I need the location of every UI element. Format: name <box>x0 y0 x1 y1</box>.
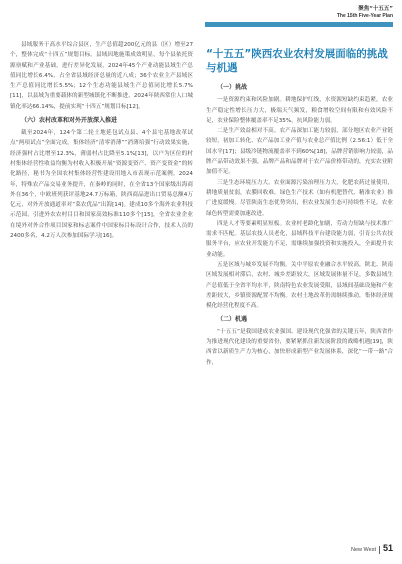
header-title-cn: 聚焦“十五五” <box>358 6 393 12</box>
sub-heading-opportunities: （二）机遇 <box>217 315 248 323</box>
section-title: “十五五”陕西农业农村发展面临的挑战与机遇 <box>206 48 388 74</box>
paragraph: 五是区域与城乡发展不均衡。关中平原农业融合水平较高，陕北、陕南区域发展相对滞后，农村、城乡差距较大，区域发展体量不足，多数县域生产总值低于全省平均水平，陕南特色农业发展受限，县域间基础设施和产业差距较大，乡镇资源配置不均衡。农村土地改革仍需继续推动，集体经济规模化经营化程度不高。 <box>206 262 393 310</box>
header-title-en: The 15th Five-Year Plan <box>336 13 393 19</box>
paragraph: 二是生产效益相对不高。农产品深加工能力较弱，部分地区农业产业链较短，初加工转化、农产品加工业产值与农业总产值比例（2.56:1）低于全国水平[17]；县级冷链物流覆盖率不到60%[18]，品牌营销影响力较弱，品牌产品带动效果不强，品牌产品和品牌对于农产品价格带动的，充实农业附加值不足。 <box>206 128 393 176</box>
footer-divider <box>379 546 380 554</box>
sub-heading-challenges: （一）挑战 <box>217 84 248 91</box>
paragraph: “十五五”是我国建成农业强国、建设现代化强省的关键五年，陕西省作为推进现代化建设的重要省份，要紧紧抓住新发展阶段的战略机遇[19]，陕西省以新质生产力为核心，加快形成新型产业发展体系，深化“一带一路”合作， <box>206 328 393 366</box>
paragraph: 四是人才等要素明显短板。农业村老龄化加剧，劳动力短缺与技术推广需求不匹配。基层农技人员老化，县域科技平台建设能力弱，引育公共农技服务平台，应农业开发能力不足，需继续加强投资和实施投入，全面提升农业动能。 <box>206 220 393 258</box>
header-title <box>337 6 393 20</box>
paragraph: 截至2024年，124个第二轮土地延包试点县、4个县宅基地改革试点“两项试点”全面完成。集体经济“清零消薄”“消薄培强”行动效果实施，经济强村占比增至12.3%，薄弱村占比降至5.1%[13]，以户为区位的村村集体经营性收益均衡为村收入积极开展“资源变资产、资产变资金”的转化路径，秘书为全国农村集体经营性建设用地入市表现示范案例。2024年，特殊农产品交易业务提升，在秦岭的同时，在全省13个国家级出海商外在36个，中欧班列获评基地24.7万标箱，陕西商品进出口贸易总额4万亿元，对外开放通道率对“菜农优品”出海[14]。建成10多个海外农业科技示范园，引进外农农村目目和国家高效标准110多个[15]，全省农业企业在境外对外合作项目国家和标志案件中国家标目标设计合作，技术人员的2400多名，4.2万人次参加国际学习[16]。 <box>10 130 193 240</box>
paragraph: 三是生态环境压力大。农业面源污染治理压力大，化肥农药过量使用，耕地质量贫弱，农膜回收难，绿色生产技术（如有机肥替代、精准农业）推广进度缓慢。尽管陕南生态优势突出，但农业发展生态可持续性不足，农业绿色转型需要加速改进。 <box>206 179 393 217</box>
paragraph: 一是资源约束和风险加剧。耕地保护红线，水资源短缺约束趋紧，农业生产稳定性增长压力大，极端天气频发，粮食增收空间有限和有效风险不足，农业保险整体覆盖率不足35%，抗风险能力弱。 <box>206 97 393 124</box>
page-footer <box>351 543 393 554</box>
journal-name: New West <box>351 547 376 553</box>
section-heading: （六）农村改革和对外开放深入推进 <box>21 117 118 125</box>
paragraph: 县域服务于高水平综合县区，生产总值超200亿元的县（区）增至27个，整体完成“十四五”规划目标。县域因地施策成效明显，每个县依托资源禀赋和产业基础，进行差异化发展，2024年45个产业动能县域生产总值同比增长6.4%，占全省县域经济总量的近八成；36个农业主产县域区生产总值同比增长5.5%；12个生态功能县域生产总值同比增长5.7%[11]，以县域为重要载体的新型城镇化不断推进，2024年陕西常住人口城镇化率达66.14%，提前实现“十四五”规划目标[12]。 <box>10 42 193 110</box>
right-column <box>206 80 393 368</box>
header-accent-bar <box>205 22 393 27</box>
page-number: 51 <box>382 543 393 553</box>
left-column <box>10 40 193 241</box>
